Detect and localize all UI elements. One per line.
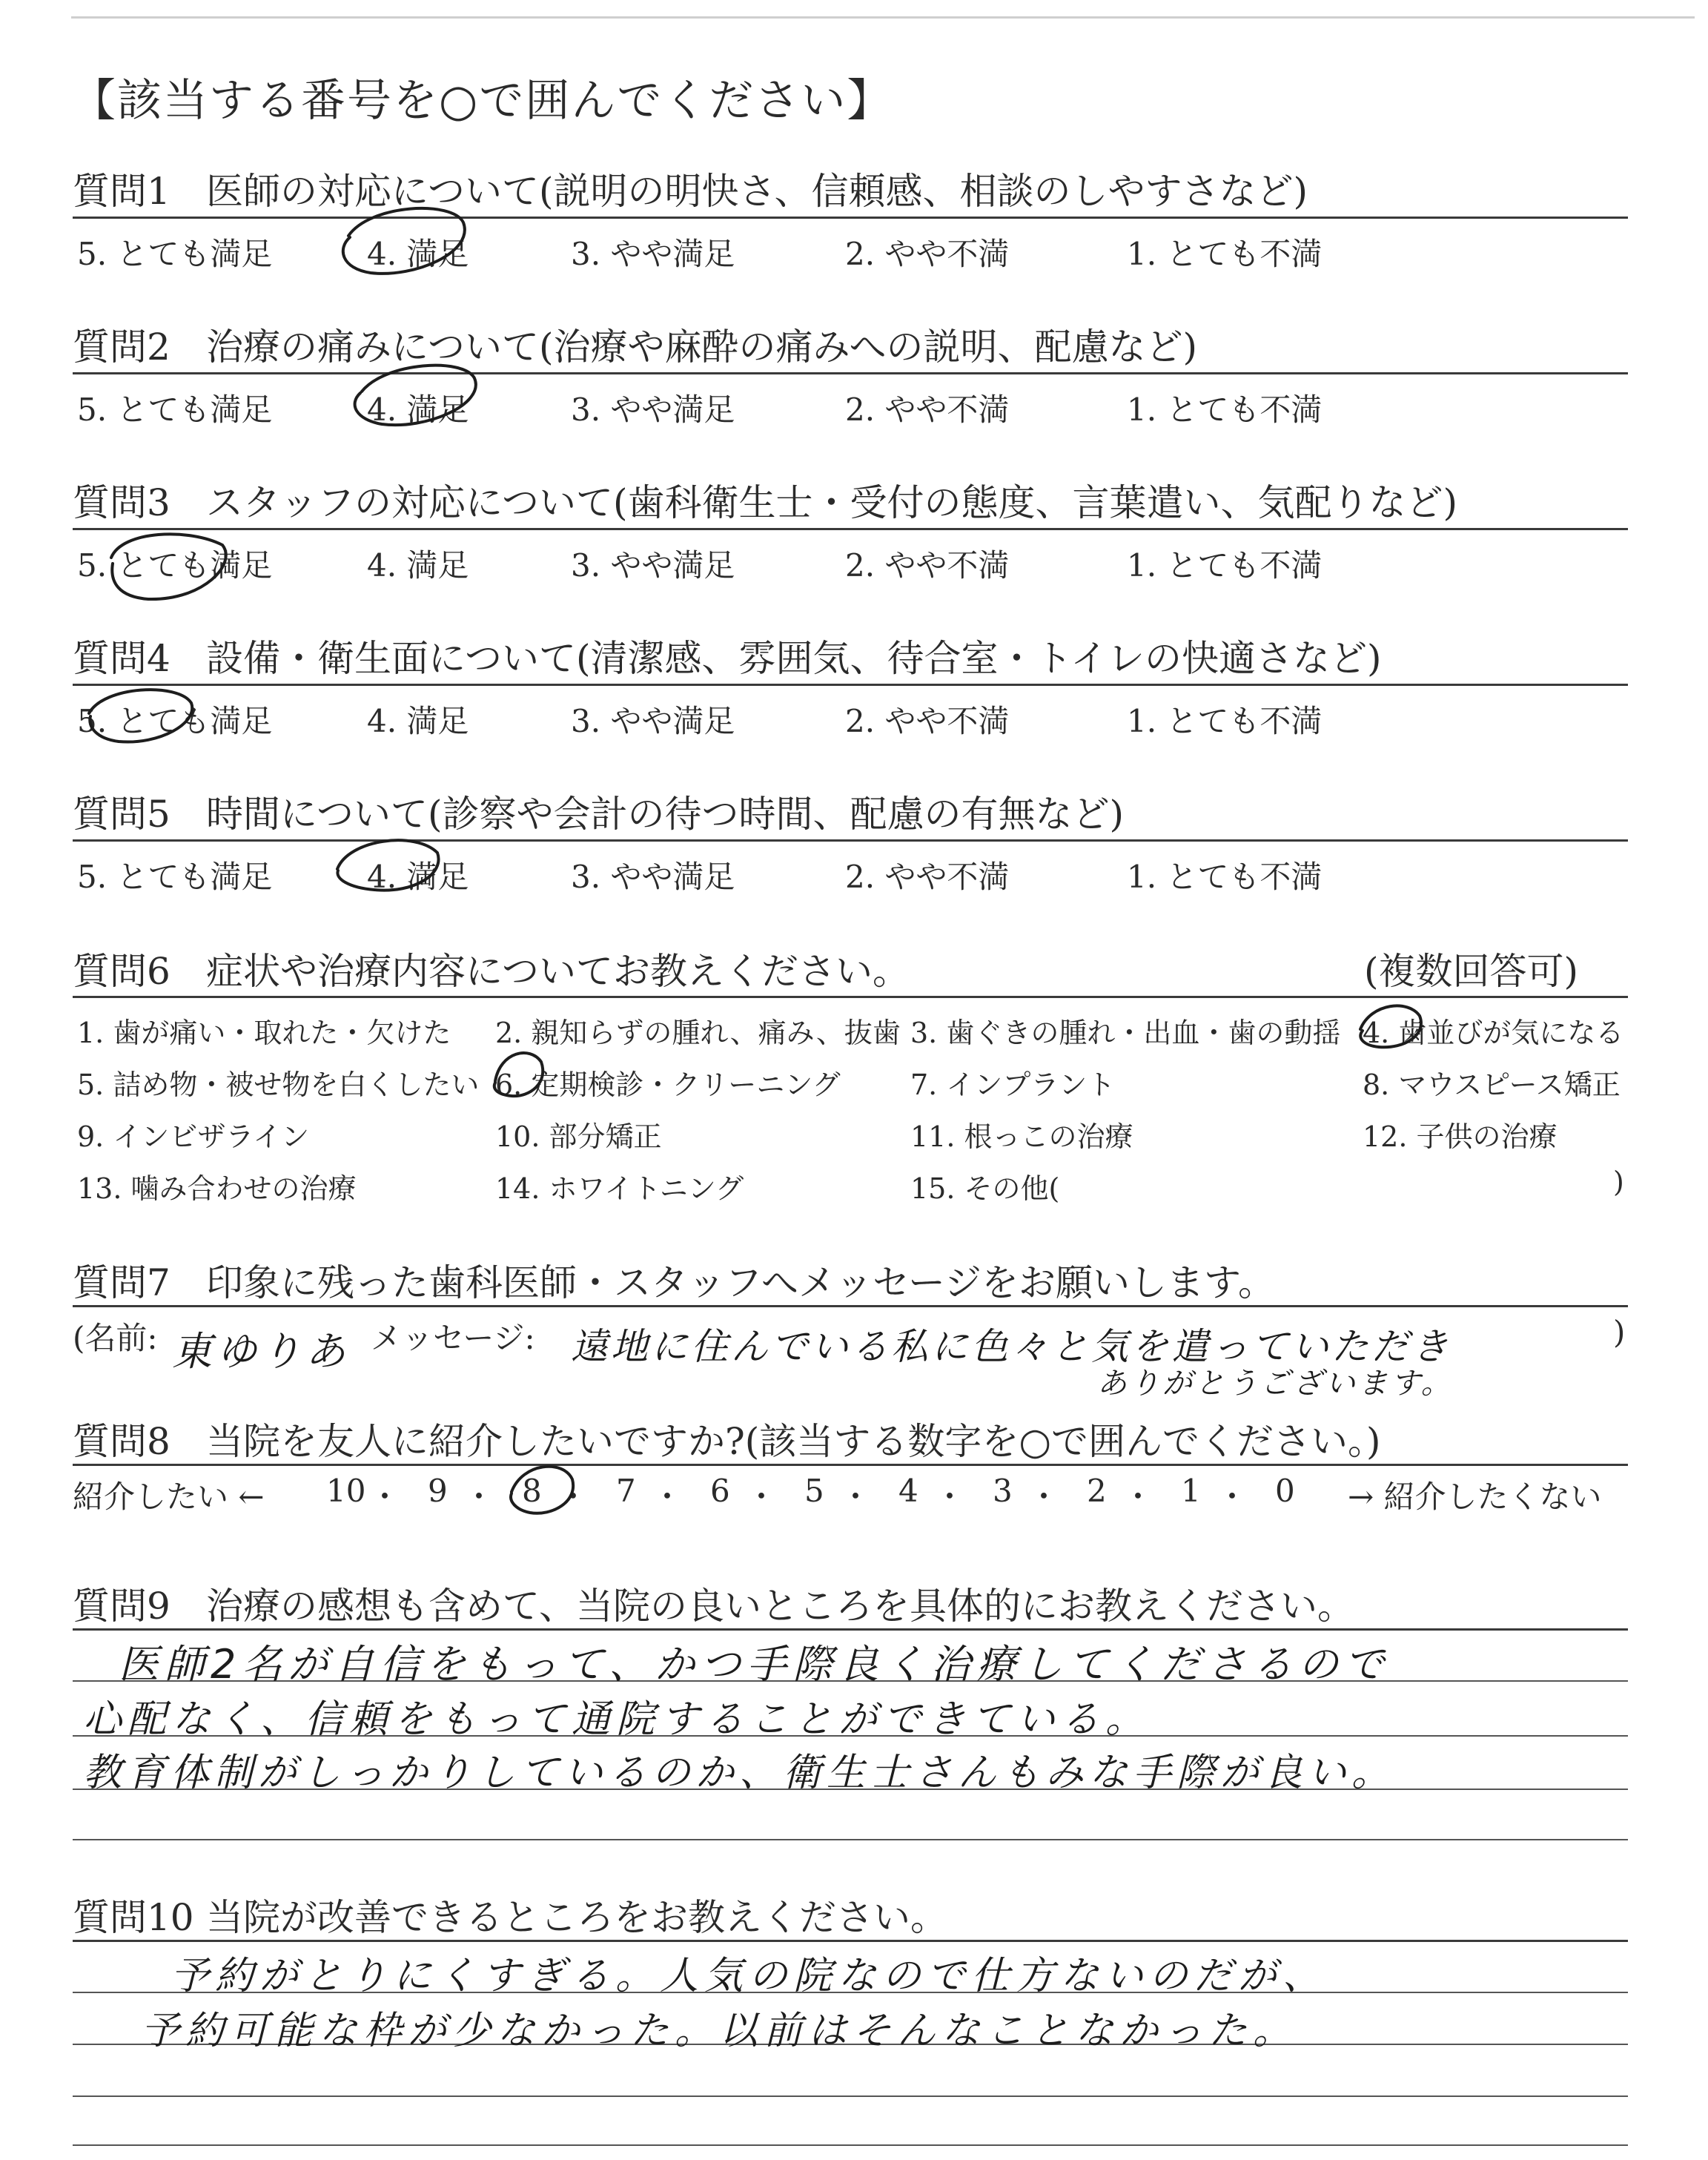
q6-option-13[interactable]: 13. 噛み合わせの治療 [77,1172,357,1205]
q6-option-10[interactable]: 10. 部分矯正 [495,1120,662,1153]
q8-scale-10[interactable]: 10 [326,1473,366,1509]
question-10-label: 質問10 [73,1896,194,1939]
q6-option-12[interactable]: 12. 子供の治療 [1363,1120,1558,1153]
q1-option-4[interactable]: 4. 満足 [367,236,469,272]
q2-option-5[interactable]: 5. とても満足 [77,392,273,428]
q8-scale-separator: ・ [463,1479,495,1515]
question-3-rule [73,528,1628,530]
question-1-text: 医師の対応について(説明の明快さ、信頼感、相談のしやすさなど) [206,170,1308,213]
q8-scale-6[interactable]: 6 [710,1473,730,1509]
q7-name-label: (名前: [73,1320,158,1356]
question-9-rule [73,1628,1628,1631]
page-heading: 【該当する番号を○で囲んでください】 [71,75,893,127]
question-8-rule [73,1464,1628,1466]
question-5-rule [73,839,1628,842]
q6-option-4[interactable]: 4. 歯並びが気になる [1363,1017,1624,1049]
q5-option-5[interactable]: 5. とても満足 [77,859,273,895]
q8-scale-separator: ・ [1217,1479,1248,1515]
q5-option-4[interactable]: 4. 満足 [367,859,469,895]
q8-scale-separator: ・ [934,1479,966,1515]
q8-scale-1[interactable]: 1 [1181,1473,1201,1509]
q2-option-3[interactable]: 3. やや満足 [571,392,735,428]
q6-option-3[interactable]: 3. 歯ぐきの腫れ・出血・歯の動揺 [910,1017,1341,1049]
q8-left-label: 紹介したい ← [73,1479,265,1515]
q8-scale-7[interactable]: 7 [616,1473,636,1509]
q6-option-8[interactable]: 8. マウスピース矯正 [1363,1069,1621,1101]
question-4-label: 質問4 [73,637,171,680]
q6-option-9[interactable]: 9. インビザライン [77,1120,310,1153]
q6-option-2[interactable]: 2. 親知らずの腫れ、痛み、抜歯 [495,1017,901,1049]
q8-scale-3[interactable]: 3 [993,1473,1013,1509]
q2-option-2[interactable]: 2. やや不満 [845,392,1010,428]
q9-answer-line-1[interactable]: 医師2名が自信をもって、かつ手際良く治療してくださるので [119,1641,1391,1688]
question-10-text: 当院が改善できるところをお教えください。 [206,1896,947,1939]
question-6-note: (複数回答可) [1364,950,1579,993]
question-8-text: 当院を友人に紹介したいですか?(該当する数字を○で囲んでください。) [206,1420,1381,1463]
q6-option-11[interactable]: 11. 根っこの治療 [910,1120,1133,1153]
question-10-rule [73,1940,1628,1942]
question-8-label: 質問8 [73,1420,171,1463]
q7-name-value[interactable]: 東ゆりあ [172,1328,350,1375]
q4-option-3[interactable]: 3. やや満足 [571,703,735,739]
q8-scale-separator: ・ [652,1479,683,1515]
q1-option-2[interactable]: 2. やや不満 [845,236,1010,272]
q2-option-4[interactable]: 4. 満足 [367,392,469,428]
q8-scale-8[interactable]: 8 [522,1473,542,1509]
q5-option-2[interactable]: 2. やや不満 [845,859,1010,895]
q9-writing-line-4 [73,1839,1628,1840]
question-2-rule [73,372,1628,374]
q4-option-2[interactable]: 2. やや不満 [845,703,1010,739]
q5-option-3[interactable]: 3. やや満足 [571,859,735,895]
question-7-text: 印象に残った歯科医師・スタッフへメッセージをお願いします。 [206,1261,1275,1304]
question-7-label: 質問7 [73,1261,171,1304]
q8-scale-separator: ・ [369,1479,401,1515]
question-4-text: 設備・衛生面について(清潔感、雰囲気、待合室・トイレの快適さなど) [206,637,1382,680]
q8-scale-2[interactable]: 2 [1087,1473,1107,1509]
question-5-label: 質問5 [73,793,171,836]
q8-scale-5[interactable]: 5 [804,1473,824,1509]
q6-option-6[interactable]: 6. 定期検診・クリーニング [495,1069,841,1101]
question-5-text: 時間について(診察や会計の待つ時間、配慮の有無など) [206,793,1125,836]
q4-option-1[interactable]: 1. とても不満 [1127,703,1323,739]
q6-option-1[interactable]: 1. 歯が痛い・取れた・欠けた [77,1017,451,1049]
q6-option-5[interactable]: 5. 詰め物・被せ物を白くしたい [77,1069,480,1101]
q3-option-2[interactable]: 2. やや不満 [845,547,1010,584]
q6-option-15-close: ) [1613,1166,1624,1198]
q7-message-label: メッセージ: [371,1320,535,1356]
q8-scale-separator: ・ [557,1479,589,1515]
q8-scale-separator: ・ [746,1479,778,1515]
q7-message-line1[interactable]: 遠地に住んでいる私に色々と気を遣っていただき [571,1325,1452,1368]
q10-answer-line-1[interactable]: 予約がとりにくすぎる。人気の院なので仕方ないのだが、 [171,1954,1328,1998]
q7-message-line2[interactable]: ありがとうございます。 [1097,1367,1454,1401]
question-6-text: 症状や治療内容についてお教えください。 [206,950,910,993]
question-9-label: 質問9 [73,1585,171,1628]
q8-right-label: → 紹介したくない [1348,1479,1602,1515]
q4-option-4[interactable]: 4. 満足 [367,703,469,739]
question-2-text: 治療の痛みについて(治療や麻酔の痛みへの説明、配慮など) [206,326,1198,369]
q7-close-paren: ) [1613,1314,1626,1350]
q10-writing-line-3 [73,2095,1628,2097]
q4-option-5[interactable]: 5. とても満足 [77,703,273,739]
q8-scale-9[interactable]: 9 [428,1473,448,1509]
q6-option-14[interactable]: 14. ホワイトニング [495,1172,744,1205]
question-6-rule [73,996,1628,998]
question-6-label: 質問6 [73,950,171,993]
q3-option-5[interactable]: 5. とても満足 [77,547,273,584]
q2-option-1[interactable]: 1. とても不満 [1127,392,1323,428]
top-border [71,16,1695,19]
question-1-label: 質問1 [73,170,171,213]
question-3-label: 質問3 [73,481,171,524]
q1-option-5[interactable]: 5. とても満足 [77,236,273,272]
q3-option-1[interactable]: 1. とても不満 [1127,547,1323,584]
q1-option-1[interactable]: 1. とても不満 [1127,236,1323,272]
q8-scale-separator: ・ [840,1479,872,1515]
question-4-rule [73,684,1628,686]
q8-scale-0[interactable]: 0 [1275,1473,1295,1509]
q8-scale-separator: ・ [1122,1479,1154,1515]
q9-answer-line-3[interactable]: 教育体制がしっかりしているのか、衛生士さんもみな手際が良い。 [83,1751,1396,1795]
question-3-text: スタッフの対応について(歯科衛生士・受付の態度、言葉遣い、気配りなど) [206,481,1458,524]
question-2-label: 質問2 [73,326,171,369]
q6-option-15[interactable]: 15. その他( [910,1172,1060,1205]
question-9-text: 治療の感想も含めて、当院の良いところを具体的にお教えください。 [206,1585,1354,1628]
q8-scale-4[interactable]: 4 [898,1473,918,1509]
question-7-rule [73,1305,1628,1307]
q6-option-7[interactable]: 7. インプラント [910,1069,1116,1101]
q10-answer-line-2[interactable]: 予約可能な枠が少なかった。以前はそんなことなかった。 [141,2009,1298,2053]
q9-answer-line-2[interactable]: 心配なく、信頼をもって通院することができている。 [83,1697,1150,1742]
question-1-rule [73,217,1628,219]
q1-option-3[interactable]: 3. やや満足 [571,236,735,272]
q8-scale-separator: ・ [1028,1479,1060,1515]
q5-option-1[interactable]: 1. とても不満 [1127,859,1323,895]
q3-option-4[interactable]: 4. 満足 [367,547,469,584]
q10-writing-line-4 [73,2144,1628,2146]
q3-option-3[interactable]: 3. やや満足 [571,547,735,584]
